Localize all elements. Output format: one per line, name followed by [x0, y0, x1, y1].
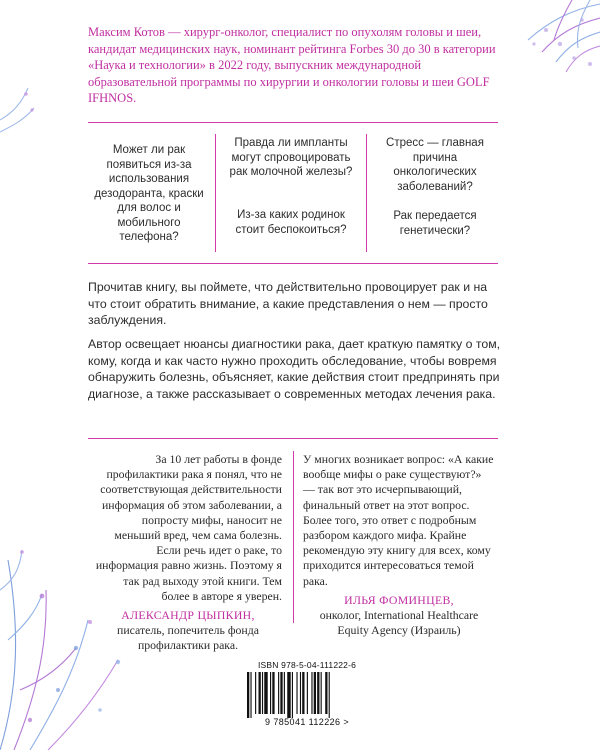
question-implants: Правда ли импланты могут спровоцировать рак молочной железы?	[229, 137, 353, 178]
divider-top	[88, 122, 498, 123]
barcode-bar	[255, 672, 256, 714]
testimonial-text: За 10 лет работы в фонде профилактики рака я понял, что не соответствующая действительности информация об этом заболевании, а попросту мифы, наносит не меньший вред, чем сама болезнь. Если речь идет о раке, то информация равно жизнь. Поэтому я так рад выходу этой книги. Тем более в авторе я уверен.	[95, 452, 282, 603]
testimonial-text: У многих возникает вопрос: «А какие вообще мифы о раке существуют?» — так вот это исчерпывающий, финальный ответ на этот вопрос. Более того, это ответ с подробным разбором каждого мифа. Крайне рекомендую эту книгу для всех, кому приходится интересоваться темой рака.	[303, 452, 494, 588]
barcode-bar	[314, 672, 316, 714]
testimonial-author-role: писатель, попечитель фонда профилактики рака.	[117, 623, 259, 653]
barcode-bar	[280, 672, 282, 714]
barcode-bar	[302, 672, 304, 714]
barcode-bar	[287, 672, 290, 718]
barcode-digits: 9 785041 112226 >	[265, 717, 349, 727]
question-moles: Из-за каких родинок стоит беспокоиться?	[235, 209, 347, 236]
description-paragraph-2: Автор освещает нюансы диагностики рака, дает краткую памятку о том, кому, когда и как часто нужно проходить обследование, чтобы вовремя обнаружить болезнь, объясняет, какие действия стоит предпринять при диагнозе, а также рассказывает о современных методах лечения рака.	[88, 337, 501, 401]
barcode-bar	[317, 672, 319, 714]
question-genetics: Рак передается генетически?	[393, 210, 477, 237]
testimonial-attribution	[303, 593, 495, 639]
barcode-bar	[292, 672, 293, 718]
barcode-bar	[270, 672, 271, 714]
divider-middle	[88, 263, 498, 264]
barcode-bar	[250, 672, 251, 718]
floral-ornament-left	[0, 80, 60, 140]
barcode-bar	[321, 672, 322, 714]
author-bio: Максим Котов — хирург-онколог, специалист по опухолям головы и шеи, кандидат медицинских наук, номинант рейтинга Forbes 30 до 30 в категории «Наука и технологии» в 2022 году, выпускник международной образовательной программы по хирургии и онкологии головы и шеи GOLF IFHNOS.	[88, 25, 496, 105]
column-divider-right	[366, 134, 367, 252]
description-paragraph-1: Прочитав книгу, вы поймете, что действительно провоцирует рак и на что стоит обратить внимание, а какие представления о нем — просто заблуждения.	[88, 280, 488, 327]
testimonial-attribution	[94, 608, 282, 654]
testimonial-divider	[293, 451, 294, 623]
question-deodorant: Может ли рак появиться из-за использования дезодоранта, краски для волос и мобильного телефона?	[94, 144, 204, 243]
barcode-bar	[300, 672, 301, 714]
question-stress: Стресс — главная причина онкологических заболеваний?	[386, 137, 484, 193]
barcode-bar	[278, 672, 279, 714]
barcode-bar	[272, 672, 274, 714]
testimonial-author-role: онколог, International Healthcare Equity Agency (Израиль)	[319, 608, 479, 638]
barcode-bars	[245, 672, 369, 718]
barcode-bar	[264, 672, 267, 714]
testimonial-author: АЛЕКСАНДР ЦЫПКИН,	[121, 608, 255, 623]
barcode-bar	[296, 672, 297, 714]
barcode-bar	[259, 672, 261, 714]
barcode-bar	[307, 672, 308, 714]
column-divider-left	[215, 134, 216, 252]
testimonial-right	[303, 452, 495, 638]
barcode-bar	[247, 672, 249, 718]
testimonial-left	[94, 452, 282, 654]
barcode	[238, 660, 376, 740]
testimonial-author: ИЛЬЯ ФОМИНЦЕВ,	[344, 592, 454, 607]
divider-bottom	[88, 438, 498, 439]
barcode-bar	[329, 672, 330, 718]
barcode-bar	[262, 672, 263, 714]
barcode-bar	[325, 672, 327, 714]
isbn-label: ISBN 978-5-04-111222-6	[257, 660, 357, 670]
barcode-bar	[284, 672, 285, 714]
barcode-bar	[311, 672, 312, 714]
